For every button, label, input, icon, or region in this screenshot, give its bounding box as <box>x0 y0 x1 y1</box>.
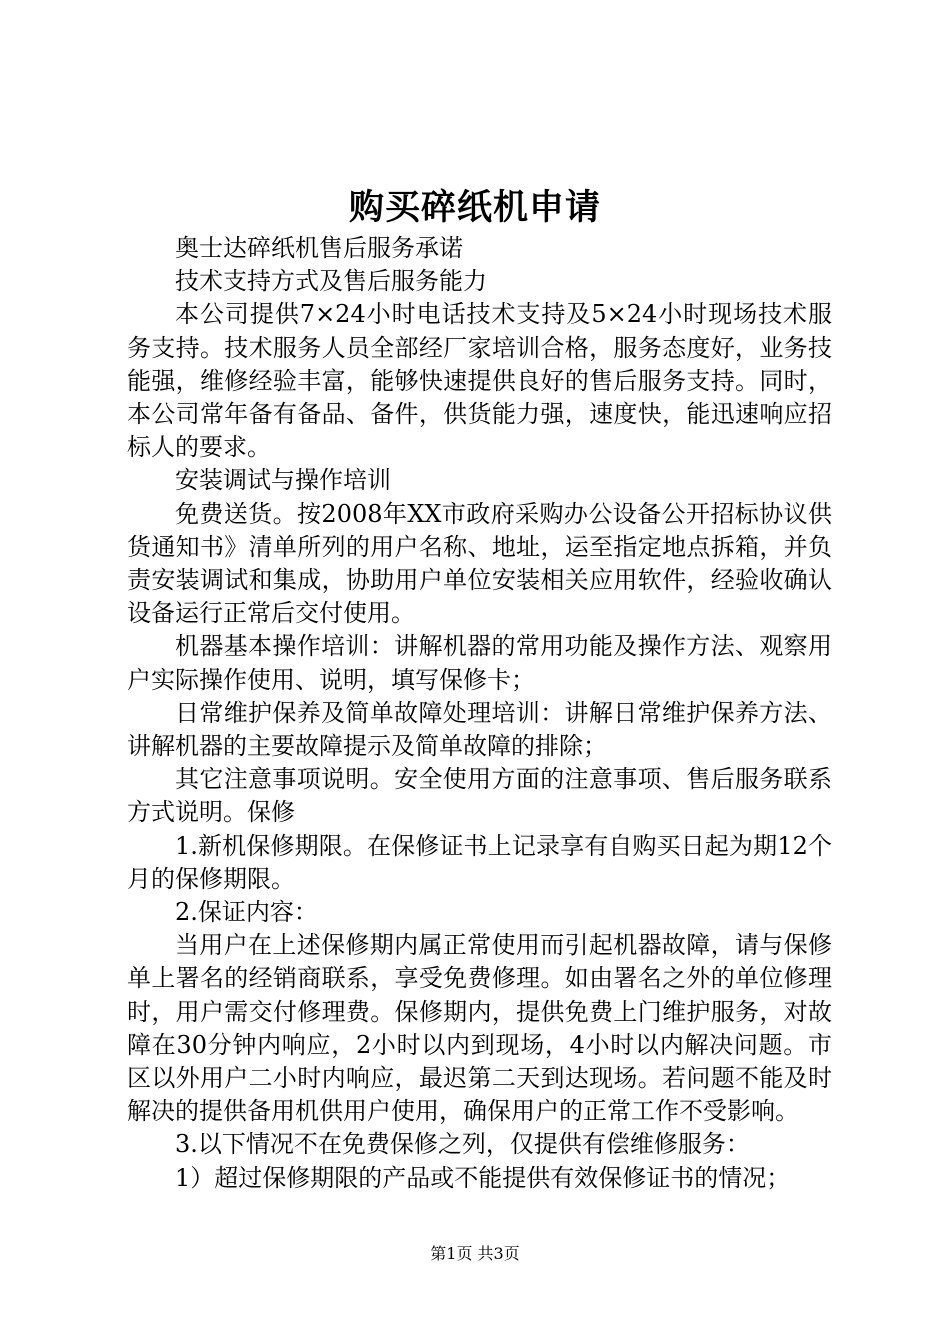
document-title: 购买碎纸机申请 <box>348 187 601 228</box>
paragraph-exclusions-heading: 3.以下情况不在免费保修之列，仅提供有偿维修服务： <box>175 1130 750 1159</box>
paragraph-heading-tech-support: 技术支持方式及售后服务能力 <box>175 267 487 296</box>
paragraph-exclusion-item-1: 1）超过保修期限的产品或不能提供有效保修证书的情况； <box>175 1163 791 1192</box>
paragraph-other-notes: 其它注意事项说明。安全使用方面的注意事项、售后服务联系方式说明。保修 <box>127 765 832 827</box>
paragraph-heading-service-promise: 奥士达碎纸机售后服务承诺 <box>175 234 463 262</box>
paragraph-tech-support: 本公司提供7×24小时电话技术支持及5×24小时现场技术服务支持。技术服务人员全部经厂家培训合格，服务态度好，业务技能强，维修经验丰富，能够快速提供良好的售后服务支持。同时，本公司常年备有备品、备件，供货能力强，速度快，能迅速响应招标人的要求。 <box>127 300 832 462</box>
paragraph-heading-installation: 安装调试与操作培训 <box>175 466 391 495</box>
paragraph-warranty-content-heading: 2.保证内容： <box>175 898 318 927</box>
paragraph-warranty-period: 1.新机保修期限。在保修证书上记录享有自购买日起为期12个月的保修期限。 <box>127 831 832 893</box>
paragraph-warranty-content: 当用户在上述保修期内属正常使用而引起机器故障，请与保修单上署名的经销商联系，享受免费修理。如由署名之外的单位修理时，用户需交付修理费。保修期内，提供免费上门维护服务，对故障在30分钟内响应，2小时以内到现场，4小时以内解决问题。市区以外用户二小时内响应，最迟第二天到达现场。若问题不能及时解决的提供备用机供用户使用，确保用户的正常工作不受影响。 <box>127 931 832 1126</box>
document-body <box>127 232 832 1195</box>
paragraph-maintenance-training: 日常维护保养及简单故障处理培训：讲解日常维护保养方法、讲解机器的主要故障提示及简单故障的排除； <box>127 698 832 761</box>
paragraph-operation-training: 机器基本操作培训：讲解机器的常用功能及操作方法、观察用户实际操作使用、说明，填写保修卡； <box>127 632 832 694</box>
paragraph-delivery: 免费送货。按2008年XX市政府采购办公设备公开招标协议供货通知书》清单所列的用户名称、地址，运至指定地点拆箱，并负责安装调试和集成，协助用户单位安装相关应用软件，经验收确认设备运行正常后交付使用。 <box>127 499 832 628</box>
page-footer: 第1页 共3页 <box>430 1244 520 1263</box>
